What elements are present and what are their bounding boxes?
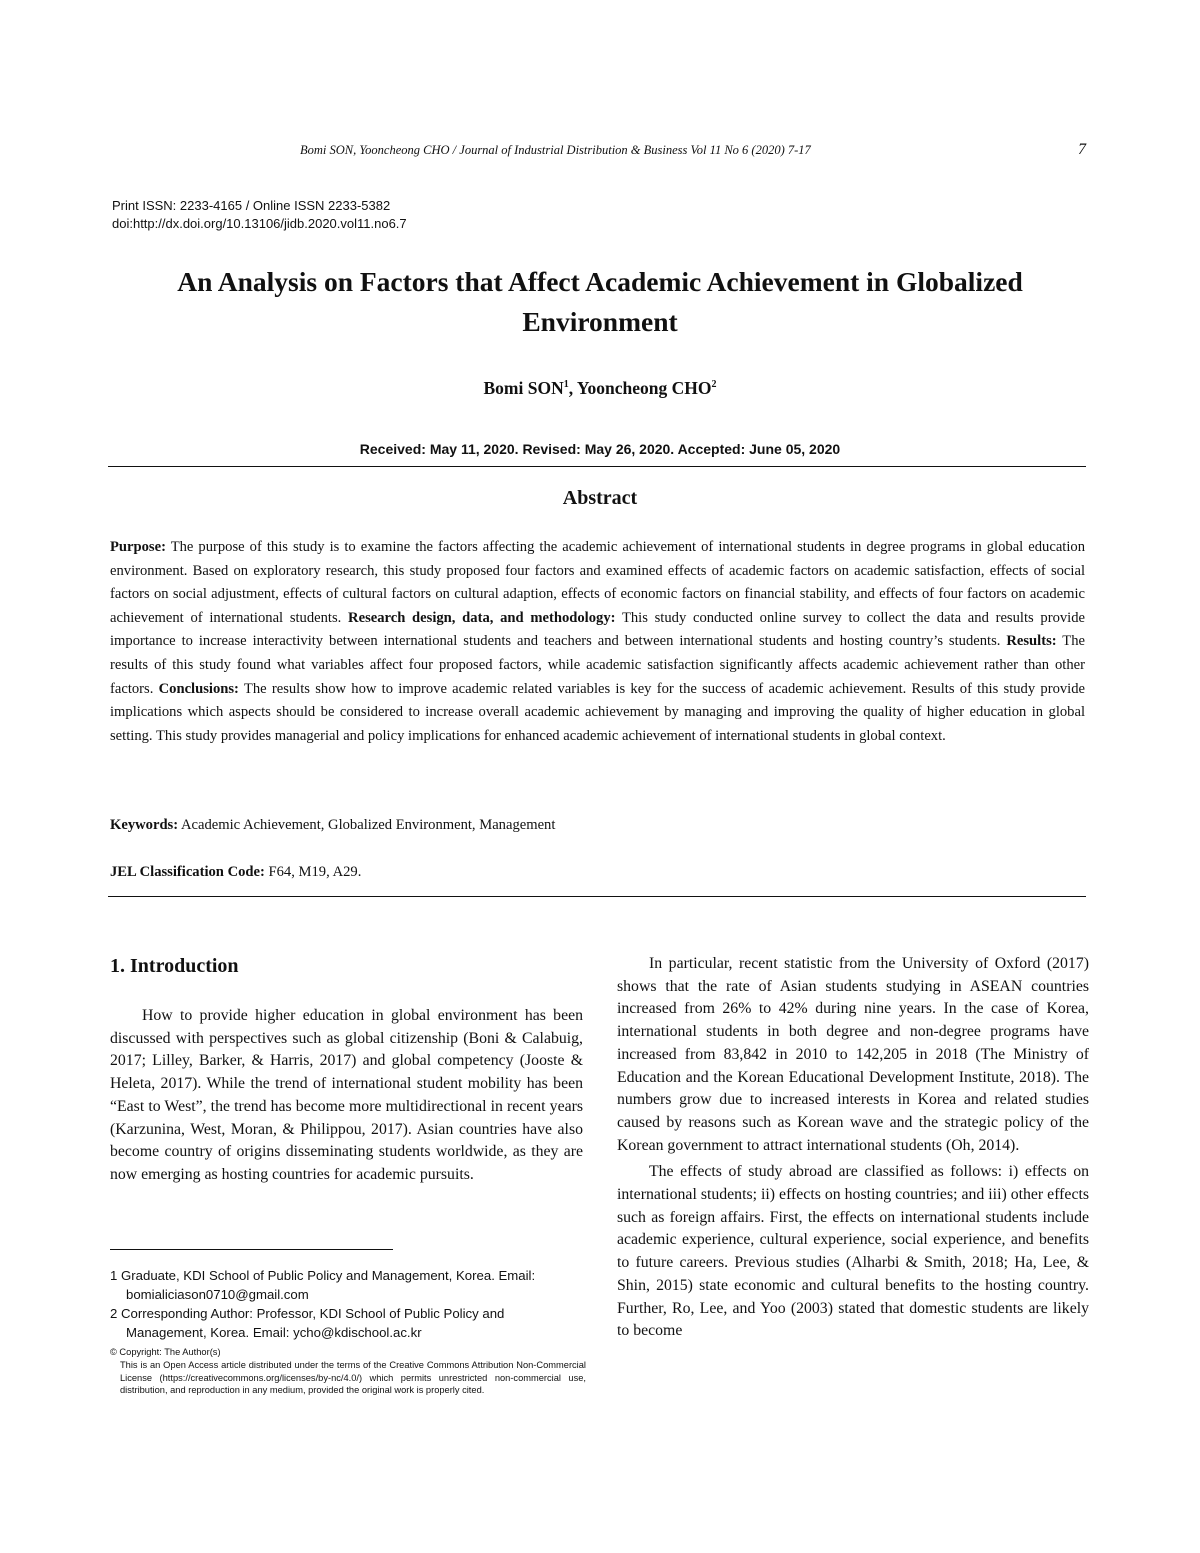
jel-label: JEL Classification Code: bbox=[110, 864, 265, 880]
paper-title-line1: An Analysis on Factors that Affect Academic Achievement in Globalized bbox=[177, 266, 1023, 297]
footnote-2: 2 Corresponding Author: Professor, KDI School of Public Policy and Management, Korea. Email: ycho@kdischool.ac.kr bbox=[110, 1306, 505, 1340]
abstract-label-results: Results: bbox=[1006, 633, 1057, 650]
author-separator: , bbox=[568, 378, 577, 398]
abstract-text-purpose: The purpose of this study is to examine the factors affecting the academic achievement of international students in degree programs in global education environment. Based on exploratory research, this study proposed four factors and examined effects of academic factors on academic satisfaction, effects of social factors on social adjustment, effects of cultural factors on cultural adaption, effects of economic factors on financial stability, and effects of four factors on academic achievement of international students. bbox=[110, 539, 1085, 626]
abstract-text-conclusions: The results show how to improve academic related variables is key for the success of academic achievement. Results of this study provide implications which aspects should be considered to increase overall academic achievement by managing and improving the quality of higher education in global setting. This study provides managerial and policy implications for enhanced academic achievement of international students in global context. bbox=[110, 680, 1085, 744]
issn-block bbox=[112, 197, 407, 233]
paragraph: In particular, recent statistic from the University of Oxford (2017) shows that the rate of Asian students studying in ASEAN countries increased from 26% to 42% during nine years. In the case of Korea, international students in both degree and non-degree programs have increased from 83,842 in 2010 to 142,205 in 2018 (The Ministry of Education and the Korean Educational Development Institute, 2018). The numbers grow due to increased interests in Korea and related studies caused by reasons such as Korean wave and the strategic policy of the Korean government to attract international students (Oh, 2014). bbox=[617, 955, 1089, 1154]
page-number: 7 bbox=[1078, 141, 1086, 158]
section-heading-introduction: 1. Introduction bbox=[110, 955, 239, 977]
jel-text: F64, M19, A29. bbox=[264, 864, 362, 880]
copyright-title: © Copyright: The Author(s) bbox=[110, 1347, 221, 1357]
abstract-text-results: The results of this study found what variables affect four proposed factors, while academic satisfaction significantly affects academic achievement rather than other factors. bbox=[110, 633, 1085, 697]
author-name: Bomi SON bbox=[483, 378, 564, 398]
paper-title bbox=[100, 262, 1100, 342]
copyright-text: This is an Open Access article distributed under the terms of the Creative Commons Attribution Non-Commercial License (https://creativecommons.org/licenses/by-nc/4.0/) which permits unrestricted non-commercial use, distribution, and reproduction in any medium, provided the original work is properly cited. bbox=[120, 1359, 586, 1396]
abstract-label-purpose: Purpose: bbox=[110, 539, 166, 555]
keywords-text: Academic Achievement, Globalized Environment, Management bbox=[178, 817, 556, 833]
keywords-label: Keywords: bbox=[110, 817, 179, 833]
abstract-heading: Abstract bbox=[562, 487, 638, 509]
footnote-1: 1 Graduate, KDI School of Public Policy and Management, Korea. Email: bomialiciason0710@gmail.com bbox=[110, 1268, 536, 1302]
paper-title-line2: Environment bbox=[522, 306, 678, 337]
abstract-label-conclusions: Conclusions: bbox=[158, 680, 239, 697]
copyright-notice bbox=[110, 1346, 586, 1397]
divider-bottom bbox=[108, 896, 1086, 897]
author-name: Yooncheong CHO bbox=[576, 378, 712, 398]
left-column bbox=[110, 1005, 583, 1187]
abstract-label-design: Research design, data, and methodology: bbox=[348, 609, 616, 626]
running-head: Bomi SON, Yooncheong CHO / Journal of Industrial Distribution & Business Vol 11 No 6 (2020) 7-17 bbox=[300, 143, 811, 157]
paragraph: The effects of study abroad are classified as follows: i) effects on international students; ii) effects on hosting countries; and iii) other effects such as foreign affairs. First, the effects on international students include academic experience, cultural experience, social experience, and benefits to future careers. Previous studies (Alharbi & Smith, 2018; Ha, Lee, & Shin, 2015) state economic and cultural benefits to the hosting country. Further, Ro, Lee, and Yoo (2003) stated that domestic students are likely to become bbox=[617, 1163, 1089, 1340]
paragraph: How to provide higher education in global environment has been discussed with perspectives such as global citizenship (Boni & Calabuig, 2017; Lilley, Barker, & Harris, 2017) and global competency (Jooste & Heleta, 2017). While the trend of international student mobility has been “East to West”, the trend has become more multidirectional in recent years (Karzunina, West, Moran, & Philippou, 2017). Asian countries have also become country of origins disseminating students worldwide, as they are now emerging as hosting countries for academic pursuits. bbox=[110, 1007, 583, 1183]
submission-dates: Received: May 11, 2020. Revised: May 26, 2020. Accepted: June 05, 2020 bbox=[359, 441, 841, 457]
doi-line[interactable]: doi:http://dx.doi.org/10.13106/jidb.2020.vol11.no6.7 bbox=[112, 216, 407, 231]
author-affiliation-marker: 2 bbox=[711, 379, 717, 391]
author-affiliation-marker: 1 bbox=[563, 379, 569, 391]
jel-codes bbox=[110, 864, 1085, 881]
abstract-text-design: This study conducted online survey to collect the data and results provide importance to increase interactivity between international students and teachers and between international students and hosting country’s students. bbox=[110, 609, 1086, 650]
abstract-body bbox=[110, 536, 1085, 748]
footnotes bbox=[110, 1266, 588, 1342]
footnote-divider bbox=[110, 1249, 393, 1250]
keywords bbox=[110, 817, 1085, 834]
divider-top bbox=[108, 466, 1086, 467]
issn-line: Print ISSN: 2233-4165 / Online ISSN 2233-5382 bbox=[112, 198, 391, 213]
author-list bbox=[100, 378, 1100, 399]
right-column bbox=[617, 953, 1089, 1343]
